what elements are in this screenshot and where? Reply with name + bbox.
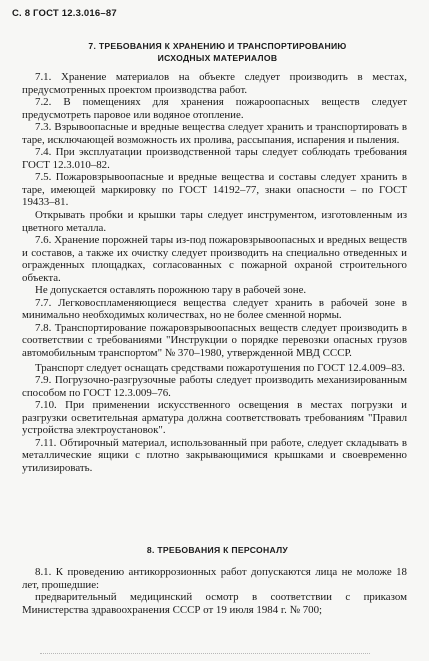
paragraph-8-1: 8.1. К проведению антикоррозионных работ допускаются лица не моложе 18 лет, прошедшие:	[22, 566, 407, 591]
paragraph-7-7: 7.7. Легковоспламеняющиеся вещества следует хранить в рабочей зоне в минимально необходимых количествах, но не более сменной нормы.	[22, 296, 407, 322]
section-8-title: 8. ТРЕБОВАНИЯ К ПЕРСОНАЛУ	[146, 545, 289, 555]
section-8-body	[22, 566, 407, 616]
paragraph-8-1-item-1: предварительный медицинский осмотр в соответствии с приказом Министерства здравоохранения СССР от 19 июля 1984 г. № 700;	[22, 591, 407, 616]
section-7-title-line-2: ИСХОДНЫХ МАТЕРИАЛОВ	[157, 53, 278, 63]
section-7-title-line-1: 7. ТРЕБОВАНИЯ К ХРАНЕНИЮ И ТРАНСПОРТИРОВАНИЮ	[88, 41, 347, 51]
section-7-body	[22, 71, 407, 475]
paragraph-7-1: 7.1. Хранение материалов на объекте следует производить в местах, предусмотренных проектом производства работ.	[22, 71, 407, 96]
paragraph-7-2: 7.2. В помещениях для хранения пожароопасных веществ следует предусмотреть паровое или водяное отопление.	[22, 96, 407, 121]
paragraph-7-5-note: Открывать пробки и крышки тары следует инструментом, изготовленным из цветного металла.	[22, 209, 407, 234]
paragraph-7-10: 7.10. При применении искусственного освещения в местах погрузки и разгрузки осветительная арматура должна соответствовать требованиям "Правил устройства электроустановок".	[22, 399, 407, 437]
page-bottom-edge	[40, 653, 370, 654]
paragraph-7-9: 7.9. Погрузочно-разгрузочные работы следует производить механизированным способом по ГОСТ 12.3.009–76.	[22, 374, 407, 399]
paragraph-7-3: 7.3. Взрывоопасные и вредные вещества следует хранить и транспортировать в таре, исключающей возможность их пролива, рассыпания, испарения и пыления.	[22, 121, 407, 146]
paragraph-7-5: 7.5. Пожаровзрывоопасные и вредные вещества и составы следует хранить в таре, имеющей маркировку по ГОСТ 14192–77, знаки опасности – по ГОСТ 19433–81.	[22, 171, 407, 209]
paragraph-7-11: 7.11. Обтирочный материал, использованный при работе, следует складывать в металлические ящики с плотно закрывающимися крышками и своевременно утилизировать.	[22, 436, 407, 474]
paragraph-7-6-note: Не допускается оставлять порожнюю тару в рабочей зоне.	[35, 284, 307, 297]
running-header: С. 8 ГОСТ 12.3.016–87	[12, 8, 117, 19]
paragraph-7-8: 7.8. Транспортирование пожаровзрывоопасных веществ следует производить в соответствии с требованиями "Инструкции о порядке перевозки опасных грузов автомобильным транспортом" № 370–1980, утвержденной МВД СССР.	[22, 321, 407, 360]
paragraph-7-8-note: Транспорт следует оснащать средствами пожаротушения по ГОСТ 12.4.009–83.	[35, 361, 405, 374]
section-7-title	[20, 40, 415, 64]
paragraph-7-4: 7.4. При эксплуатации производственной тары следует соблюдать требования ГОСТ 12.3.010–82.	[22, 146, 407, 171]
paragraph-7-6: 7.6. Хранение порожней тары из-под пожаровзрывоопасных и вредных веществ и составов, а также их очистку следует производить на специально отведенных и огражденных площадках, согласованных с пожарной охраной строительного объекта.	[22, 234, 407, 284]
